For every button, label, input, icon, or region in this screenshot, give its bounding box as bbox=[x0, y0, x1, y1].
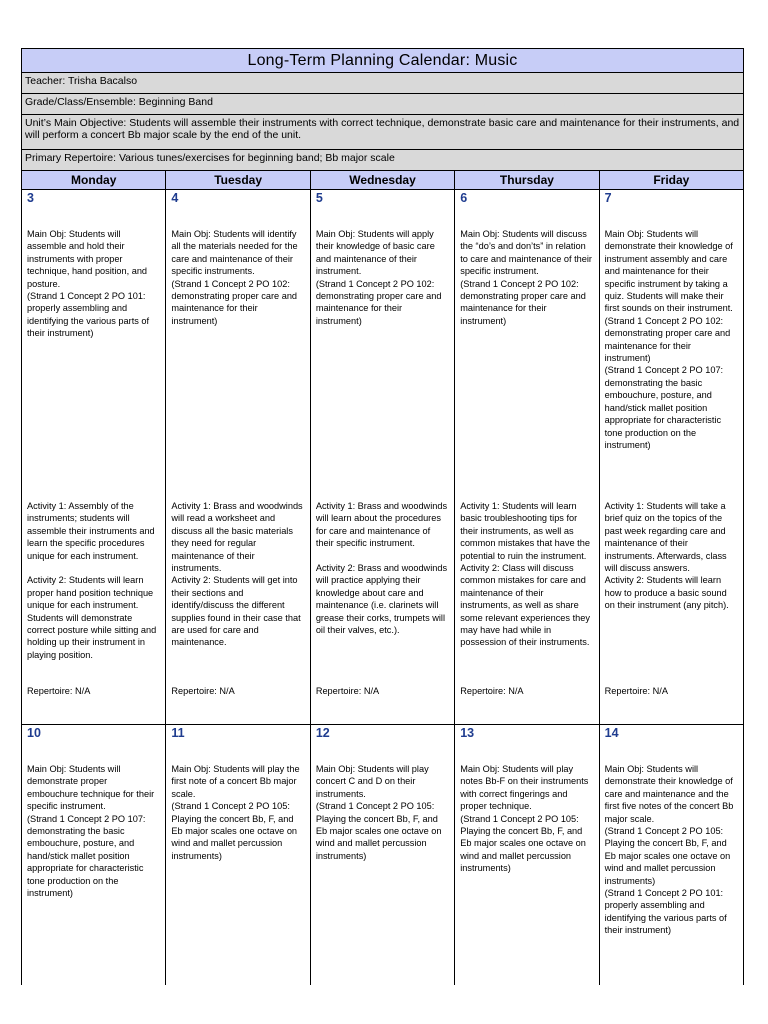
page-title: Long-Term Planning Calendar: Music bbox=[22, 49, 743, 73]
repertoire-note: Repertoire: N/A bbox=[460, 686, 524, 696]
day-cell bbox=[600, 725, 743, 985]
day-cell bbox=[455, 725, 599, 985]
day-cell bbox=[22, 190, 166, 724]
main-objective: Main Obj: Students will play concert C and D on their instruments. (Strand 1 Concept 2 PO 105: Playing the concert Bb, F, and Eb major scales one octave on wind and mallet percussion instruments) bbox=[315, 764, 442, 861]
date-number: 4 bbox=[171, 191, 179, 205]
day-friday: Friday bbox=[653, 173, 690, 187]
day-cell bbox=[311, 190, 455, 724]
main-objective: Main Obj: Students will demonstrate their knowledge of instrument assembly and care and maintenance for their specific instrument by taking a quiz. Students will make their first sounds on their instrument. (Strand 1 Concept 2 PO 102: demonstrating proper care and maintenance for their instrument) (Strand 1 Concept 2 PO 107: demonstrating the basic embouchure, posture, and hand/stick mallet position appropriate for characteristic tone production on the instrument) bbox=[604, 229, 733, 450]
activities: Activity 1: Students will take a brief quiz on the topics of the past week regarding care and maintenance of their instruments. Afterwards, class will discuss answers. Activity 2: Students will learn how to produce a basic sound on their instrument (any pitch). bbox=[604, 501, 729, 611]
repertoire-note: Repertoire: N/A bbox=[171, 686, 235, 696]
main-objective: Main Obj: Students will demonstrate proper embouchure technique for their specific instrument. (Strand 1 Concept 2 PO 107: demonstrating the basic embouchure, posture, and hand/stick mallet position appropriate for characteristic tone production on the instrument) bbox=[27, 764, 155, 899]
day-cell bbox=[600, 190, 743, 724]
day-cell bbox=[166, 725, 310, 985]
date-number: 14 bbox=[604, 726, 619, 740]
weekday-header bbox=[22, 171, 743, 190]
day-wednesday: Wednesday bbox=[311, 171, 455, 189]
teacher-row: Teacher: Trisha Bacalso bbox=[22, 73, 743, 94]
date-number: 13 bbox=[460, 726, 475, 740]
week-row-1 bbox=[22, 190, 743, 725]
main-objective: Main Obj: Students will demonstrate their knowledge of care and maintenance and the first five notes of the concert Bb major scale. (Strand 1 Concept 2 PO 105: Playing the concert Bb, F, and Eb major scales one octave on wind and mallet percussion instruments) (Strand 1 Concept 2 PO 101: properly assembling and identifying the various parts of their instrument) bbox=[604, 764, 734, 936]
date-number: 11 bbox=[171, 726, 185, 740]
activities: Activity 1: Assembly of the instruments; students will assemble their instruments and learn the specific procedures unique for each instrument. Activity 2: Students will learn proper hand position technique unique for each instrument. Students will demonstrate correct posture while sitting and holding up their instrument in playing position. bbox=[27, 501, 157, 660]
day-cell bbox=[455, 190, 599, 724]
day-cell bbox=[311, 725, 455, 985]
date-number: 12 bbox=[315, 726, 330, 740]
repertoire-note: Repertoire: N/A bbox=[604, 686, 668, 696]
day-monday: Monday bbox=[22, 171, 166, 189]
date-number: 6 bbox=[460, 191, 468, 205]
day-cell bbox=[22, 725, 166, 985]
main-objective: Main Obj: Students will assemble and hold their instruments with proper technique, hand position, and posture. (Strand 1 Concept 2 PO 101: properly assembling and identifying the various parts of their instrument) bbox=[27, 229, 150, 339]
repertoire-note: Repertoire: N/A bbox=[315, 686, 380, 696]
activities: Activity 1: Students will learn basic troubleshooting tips for their instruments, as well as common mistakes that have the potential to ruin the instrument. Activity 2: Class will discuss common mistakes for care and maintenance of their instruments, as well as share some relevant experiences they may have had while in possession of their instruments. bbox=[460, 501, 590, 648]
activities: Activity 1: Brass and woodwinds will read a worksheet and discuss all the basic materials they need for regular maintenance of their instruments. Activity 2: Students will get into their sections and identify/discuss the different supplies found in their case that are used for care and maintenance. bbox=[171, 501, 303, 648]
main-objective: Main Obj: Students will play notes Bb-F on their instruments with correct fingerings and proper technique. (Strand 1 Concept 2 PO 105: Playing the concert Bb, F, and Eb major scales one octave on wind and mallet percussion instruments) bbox=[460, 764, 589, 874]
day-cell bbox=[166, 190, 310, 724]
week-row-2 bbox=[22, 725, 743, 985]
day-thursday: Thursday bbox=[455, 171, 599, 189]
date-number: 5 bbox=[315, 191, 323, 205]
planning-calendar bbox=[21, 48, 744, 985]
main-objective: Main Obj: Students will identify all the materials needed for the care and maintenance of their specific instruments. (Strand 1 Concept 2 PO 102: demonstrating proper care and maintenance for their instrument) bbox=[171, 229, 298, 326]
grade-row: Grade/Class/Ensemble: Beginning Band bbox=[22, 94, 743, 115]
activities: Activity 1: Brass and woodwinds will learn about the procedures for care and maintenance of their specific instrument. Activity 2: Brass and woodwinds will practice applying their knowledge about care and maintenance (i.e. clarinets will grease their corks, trumpets will oil their valves, etc.). bbox=[315, 501, 448, 636]
objective-row: Unit’s Main Objective: Students will assemble their instruments with correct technique, demonstrate basic care and maintenance for their instruments, and will perform a concert Bb major scale by the end of the unit. bbox=[22, 115, 743, 150]
date-number: 3 bbox=[27, 191, 34, 205]
day-tuesday: Tuesday bbox=[166, 171, 310, 189]
main-objective: Main Obj: Students will play the first note of a concert Bb major scale. (Strand 1 Concept 2 PO 105: Playing the concert Bb, F, and Eb major scales one octave on wind and mallet percussion instruments) bbox=[171, 764, 300, 861]
repertoire-note: Repertoire: N/A bbox=[27, 686, 91, 696]
date-number: 7 bbox=[604, 191, 612, 205]
date-number: 10 bbox=[27, 726, 41, 740]
main-objective: Main Obj: Students will apply their knowledge of basic care and maintenance of their instrument. (Strand 1 Concept 2 PO 102: demonstrating proper care and maintenance for their instrument) bbox=[315, 229, 442, 326]
repertoire-row: Primary Repertoire: Various tunes/exercises for beginning band; Bb major scale bbox=[22, 150, 743, 171]
main-objective: Main Obj: Students will discuss the “do’s and don’ts” in relation to care and maintenance of their specific instrument. (Strand 1 Concept 2 PO 102: demonstrating proper care and maintenance for their instrument) bbox=[460, 229, 592, 326]
